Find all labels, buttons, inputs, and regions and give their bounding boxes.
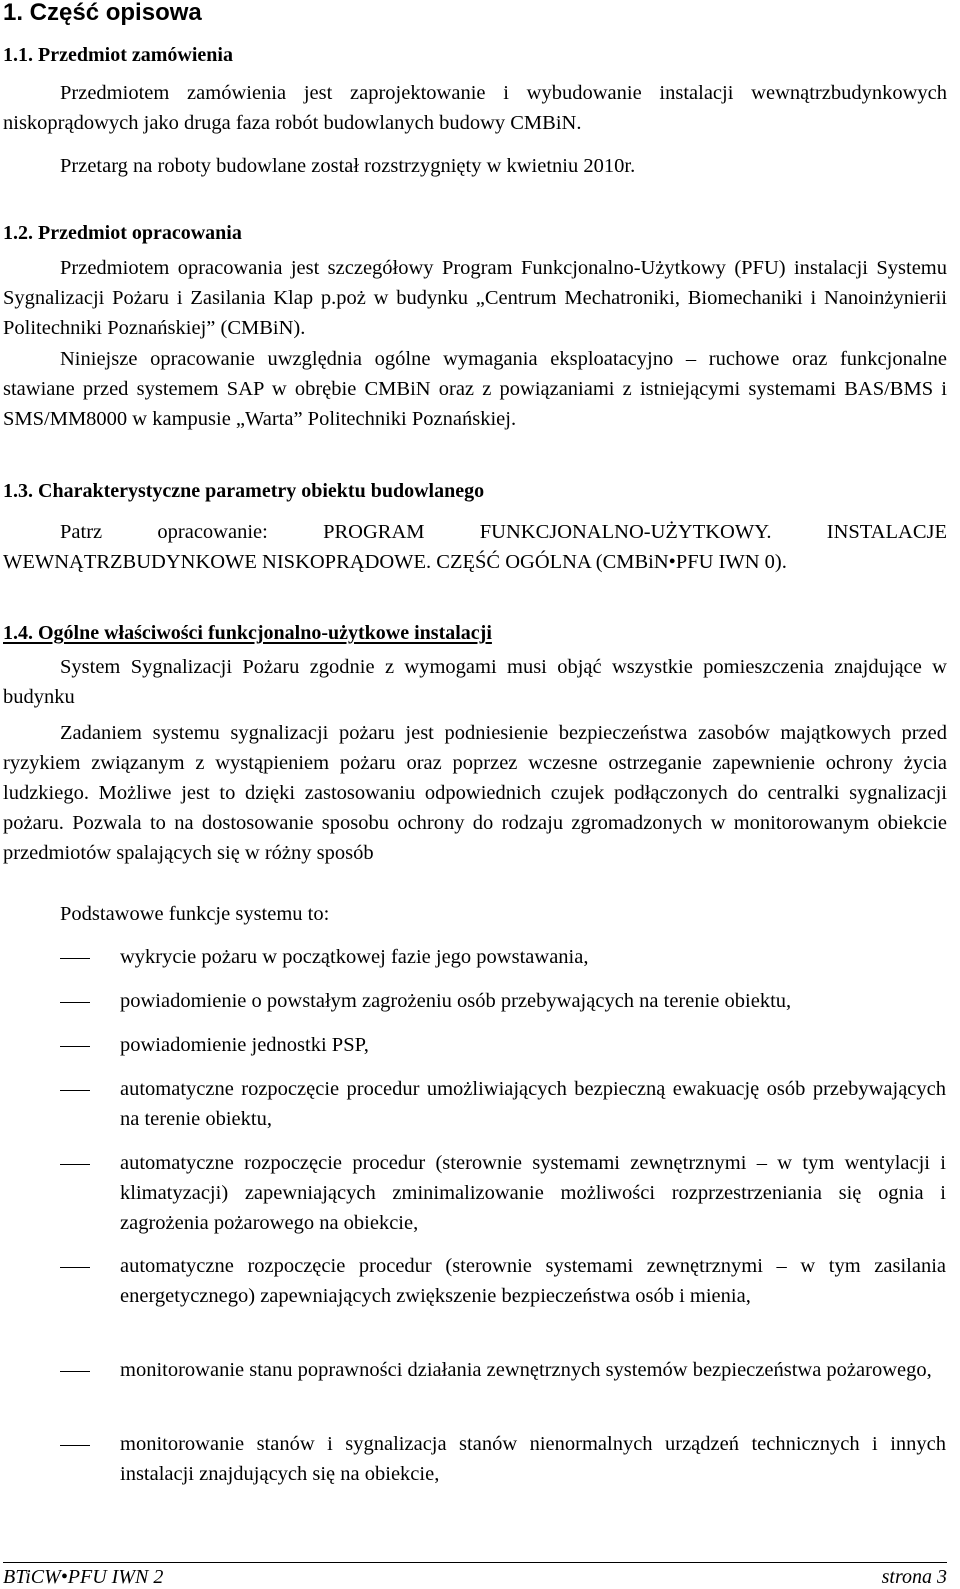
- footer-document-code: BTiCW•PFU IWN 2: [3, 1566, 164, 1588]
- section-1-2-paragraph-1: Przedmiotem opracowania jest szczegółowy Program Funkcjonalno-Użytkowy (PFU) instalacji Systemu Sygnalizacji Pożaru i Zasilania Klap p.poż w budynku „Centrum Mechatroniki, Biomechaniki i Nanoinżynierii Politechniki Poznańskiej” (CMBiN).: [3, 257, 947, 339]
- list-dash: [60, 958, 90, 959]
- section-1-4-paragraph-2: Zadaniem systemu sygnalizacji pożaru jest podniesienie bezpieczeństwa zasobów majątkowych przed ryzykiem związanym z wystąpieniem pożaru oraz poprzez wczesne ostrzeganie zapewnienie ochrony życia ludzkiego. Możliwe jest to dzięki zastosowaniu odpowiednich czujek podłączonych do centralki sygnalizacji pożaru. Pozwala to na dostosowanie sposobu ochrony do rodzaju zgromadzonych w monitorowanym obiekcie przedmiotów spalających się w różny sposób: [3, 722, 947, 864]
- list-dash: [60, 1046, 90, 1047]
- list-item: automatyczne rozpoczęcie procedur (sterownie systemami zewnętrznymi – w tym zasilania energetycznego) zapewniających zwiększenie bezpieczeństwa osób i mienia,: [120, 1255, 946, 1307]
- section-heading-1-4: 1.4. Ogólne właściwości funkcjonalno-użytkowe instalacji: [3, 622, 492, 644]
- list-dash: [60, 1371, 90, 1372]
- list-dash: [60, 1445, 90, 1446]
- list-dash: [60, 1090, 90, 1091]
- list-item: automatyczne rozpoczęcie procedur umożliwiających bezpieczną ewakuację osób przebywających na terenie obiektu,: [120, 1078, 946, 1130]
- footer-page-number: strona 3: [881, 1566, 947, 1588]
- footer-rule: [3, 1562, 947, 1563]
- list-item: monitorowanie stanu poprawności działania zewnętrznych systemów bezpieczeństwa pożarowego,: [120, 1359, 932, 1381]
- list-dash: [60, 1164, 90, 1165]
- section-1-3-paragraph-1: Patrz opracowanie: PROGRAM FUNKCJONALNO-UŻYTKOWY. INSTALACJE WEWNĄTRZBUDYNKOWE NISKOPRĄDOWE. CZĘŚĆ OGÓLNA (CMBiN•PFU IWN 0).: [3, 521, 947, 573]
- list-item: wykrycie pożaru w początkowej fazie jego powstawania,: [120, 946, 589, 968]
- section-heading-1-2: 1.2. Przedmiot opracowania: [3, 222, 242, 244]
- section-1-2-paragraph-2: Niniejsze opracowanie uwzględnia ogólne wymagania eksploatacyjno – ruchowe oraz funkcjonalne stawiane przed systemem SAP w obrębie CMBiN oraz z powiązaniami z istniejącymi systemami BAS/BMS i SMS/MM8000 w kampusie „Warta” Politechniki Poznańskiej.: [3, 348, 947, 430]
- section-heading-1-3: 1.3. Charakterystyczne parametry obiektu budowlanego: [3, 480, 485, 502]
- section-heading-1-1: 1.1. Przedmiot zamówienia: [3, 44, 233, 66]
- section-1-4-paragraph-3: Podstawowe funkcje systemu to:: [60, 903, 330, 925]
- section-1-1-paragraph-2: Przetarg na roboty budowlane został rozstrzygnięty w kwietniu 2010r.: [60, 155, 636, 177]
- list-item: powiadomienie jednostki PSP,: [120, 1034, 369, 1056]
- list-item: powiadomienie o powstałym zagrożeniu osób przebywających na terenie obiektu,: [120, 990, 792, 1012]
- chapter-heading: 1. Część opisowa: [3, 0, 202, 26]
- section-1-1-paragraph-1: Przedmiotem zamówienia jest zaprojektowanie i wybudowanie instalacji wewnątrzbudynkowych niskoprądowych jako druga faza robót budowlanych budowy CMBiN.: [3, 82, 947, 134]
- list-dash: [60, 1002, 90, 1003]
- list-item: automatyczne rozpoczęcie procedur (sterownie systemami zewnętrznymi – w tym wentylacji i klimatyzacji) zapewniających zminimalizowanie możliwości rozprzestrzeniania się ognia i zagrożenia pożarowego na obiekcie,: [120, 1152, 946, 1234]
- list-dash: [60, 1267, 90, 1268]
- section-1-4-paragraph-1: System Sygnalizacji Pożaru zgodnie z wymogami musi objąć wszystkie pomieszczenia znajdujące w budynku: [3, 656, 947, 708]
- list-item: monitorowanie stanów i sygnalizacja stanów nienormalnych urządzeń technicznych i innych instalacji znajdujących się na obiekcie,: [120, 1433, 946, 1485]
